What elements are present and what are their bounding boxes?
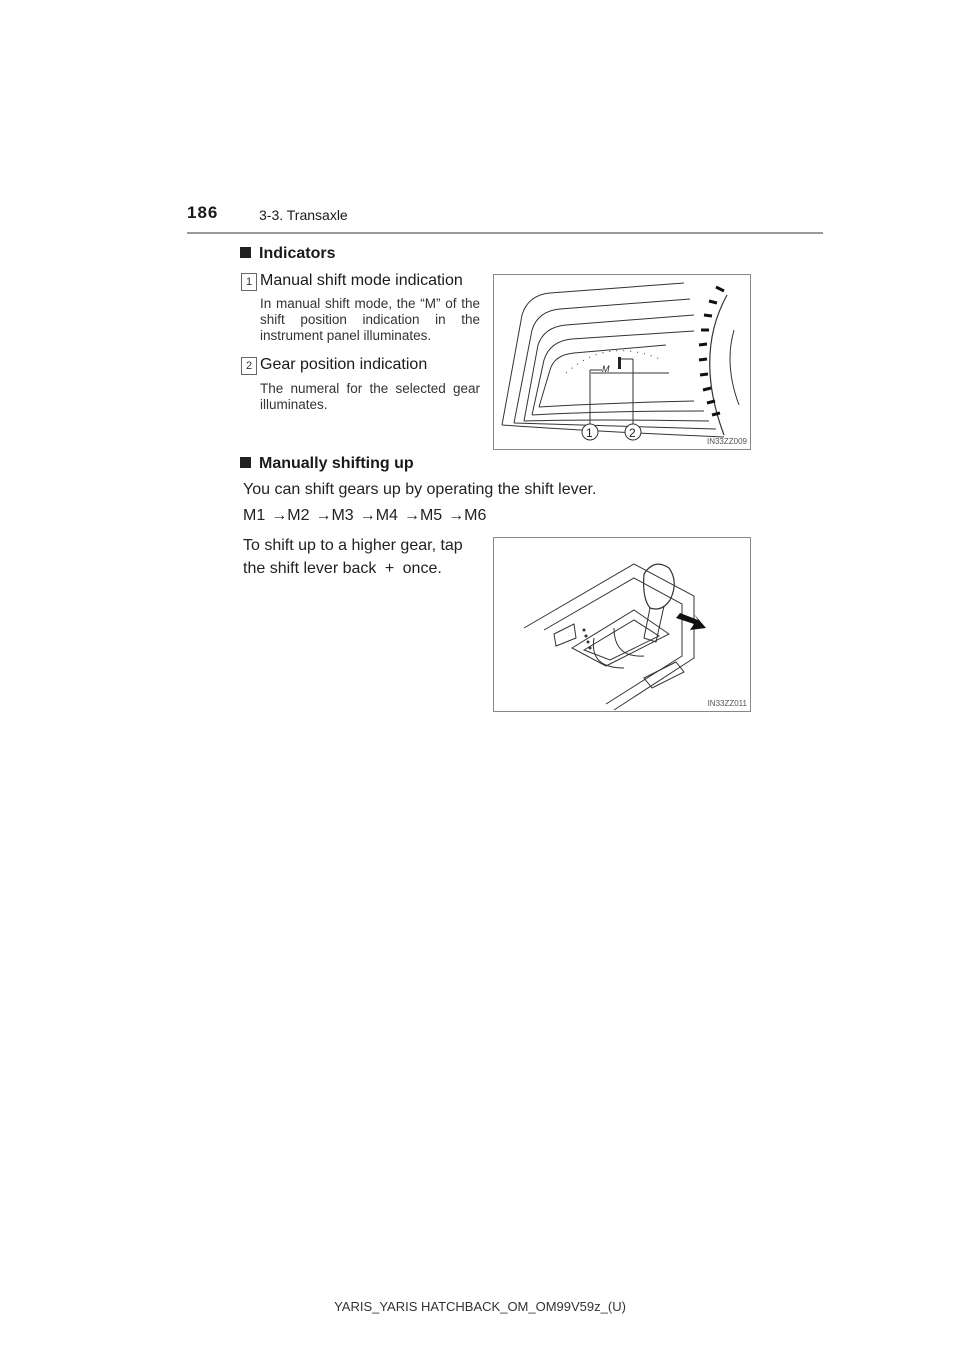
page-footer: YARIS_YARIS HATCHBACK_OM_OM99V59z_(U): [334, 1299, 626, 1314]
shift-instruction-line-2: [243, 560, 442, 578]
gear-m6: M6: [464, 507, 487, 524]
instrument-panel-illustration: [494, 275, 750, 449]
plus-symbol: +: [384, 560, 395, 577]
arrow-right-icon: →: [315, 507, 332, 524]
figure-code-1: IN33ZZ009: [706, 437, 747, 446]
instruction-suffix: once.: [402, 560, 442, 577]
item-title-gear-position: Gear position indication: [260, 356, 428, 373]
figure-code-2: IN33ZZ011: [707, 699, 747, 708]
gear-numeral-icon: [618, 357, 621, 369]
item-title-manual-shift: Manual shift mode indication: [260, 272, 463, 289]
indicators-heading: [240, 245, 335, 263]
arrow-right-icon: →: [448, 507, 465, 524]
header-rule: [187, 232, 823, 234]
indicators-heading-text: Indicators: [259, 245, 336, 262]
gear-m5: M5: [419, 507, 443, 524]
page-number: 186: [187, 203, 219, 222]
shift-instruction-line-1: To shift up to a higher gear, tap: [243, 537, 463, 554]
callout-number-2: 2: [241, 357, 257, 375]
arrow-right-icon: →: [271, 507, 288, 524]
shift-knob: [644, 564, 675, 609]
shifting-up-intro: You can shift gears up by operating the shift lever.: [243, 481, 597, 498]
arrow-back-icon: [676, 613, 706, 630]
gear-m3: M3: [331, 507, 354, 524]
gauge-tick-marks: [699, 287, 724, 415]
arrow-right-icon: →: [403, 507, 420, 524]
instrument-panel-figure: [493, 274, 751, 450]
square-bullet-icon: [240, 247, 251, 258]
arrow-right-icon: →: [359, 507, 376, 524]
square-bullet-icon: [240, 457, 251, 468]
gear-m1: M1: [243, 507, 266, 524]
console-outline: [524, 564, 694, 710]
shifting-up-heading: [240, 455, 414, 473]
callout-number-1: 1: [241, 273, 257, 291]
figure-callout-2: 2: [629, 426, 636, 440]
mode-letter-m: M: [602, 364, 610, 374]
section-title: 3-3. Transaxle: [259, 207, 348, 223]
instruction-prefix: the shift lever back: [243, 560, 377, 577]
shifting-up-heading-text: Manually shifting up: [259, 455, 414, 472]
shift-lever-illustration: [494, 538, 750, 711]
gear-sequence: [243, 507, 486, 525]
figure-callout-1: 1: [586, 426, 593, 440]
shift-lever-figure: [493, 537, 751, 712]
item-description-gear-position: The numeral for the selected gear illuminates.: [260, 381, 480, 412]
gear-m4: M4: [375, 507, 398, 524]
panel-outline-outer: [502, 283, 684, 425]
gear-m2: M2: [287, 507, 310, 524]
item-description-manual-shift: In manual shift mode, the “M” of the shift position indication in the instrument panel illuminates.: [260, 296, 480, 343]
